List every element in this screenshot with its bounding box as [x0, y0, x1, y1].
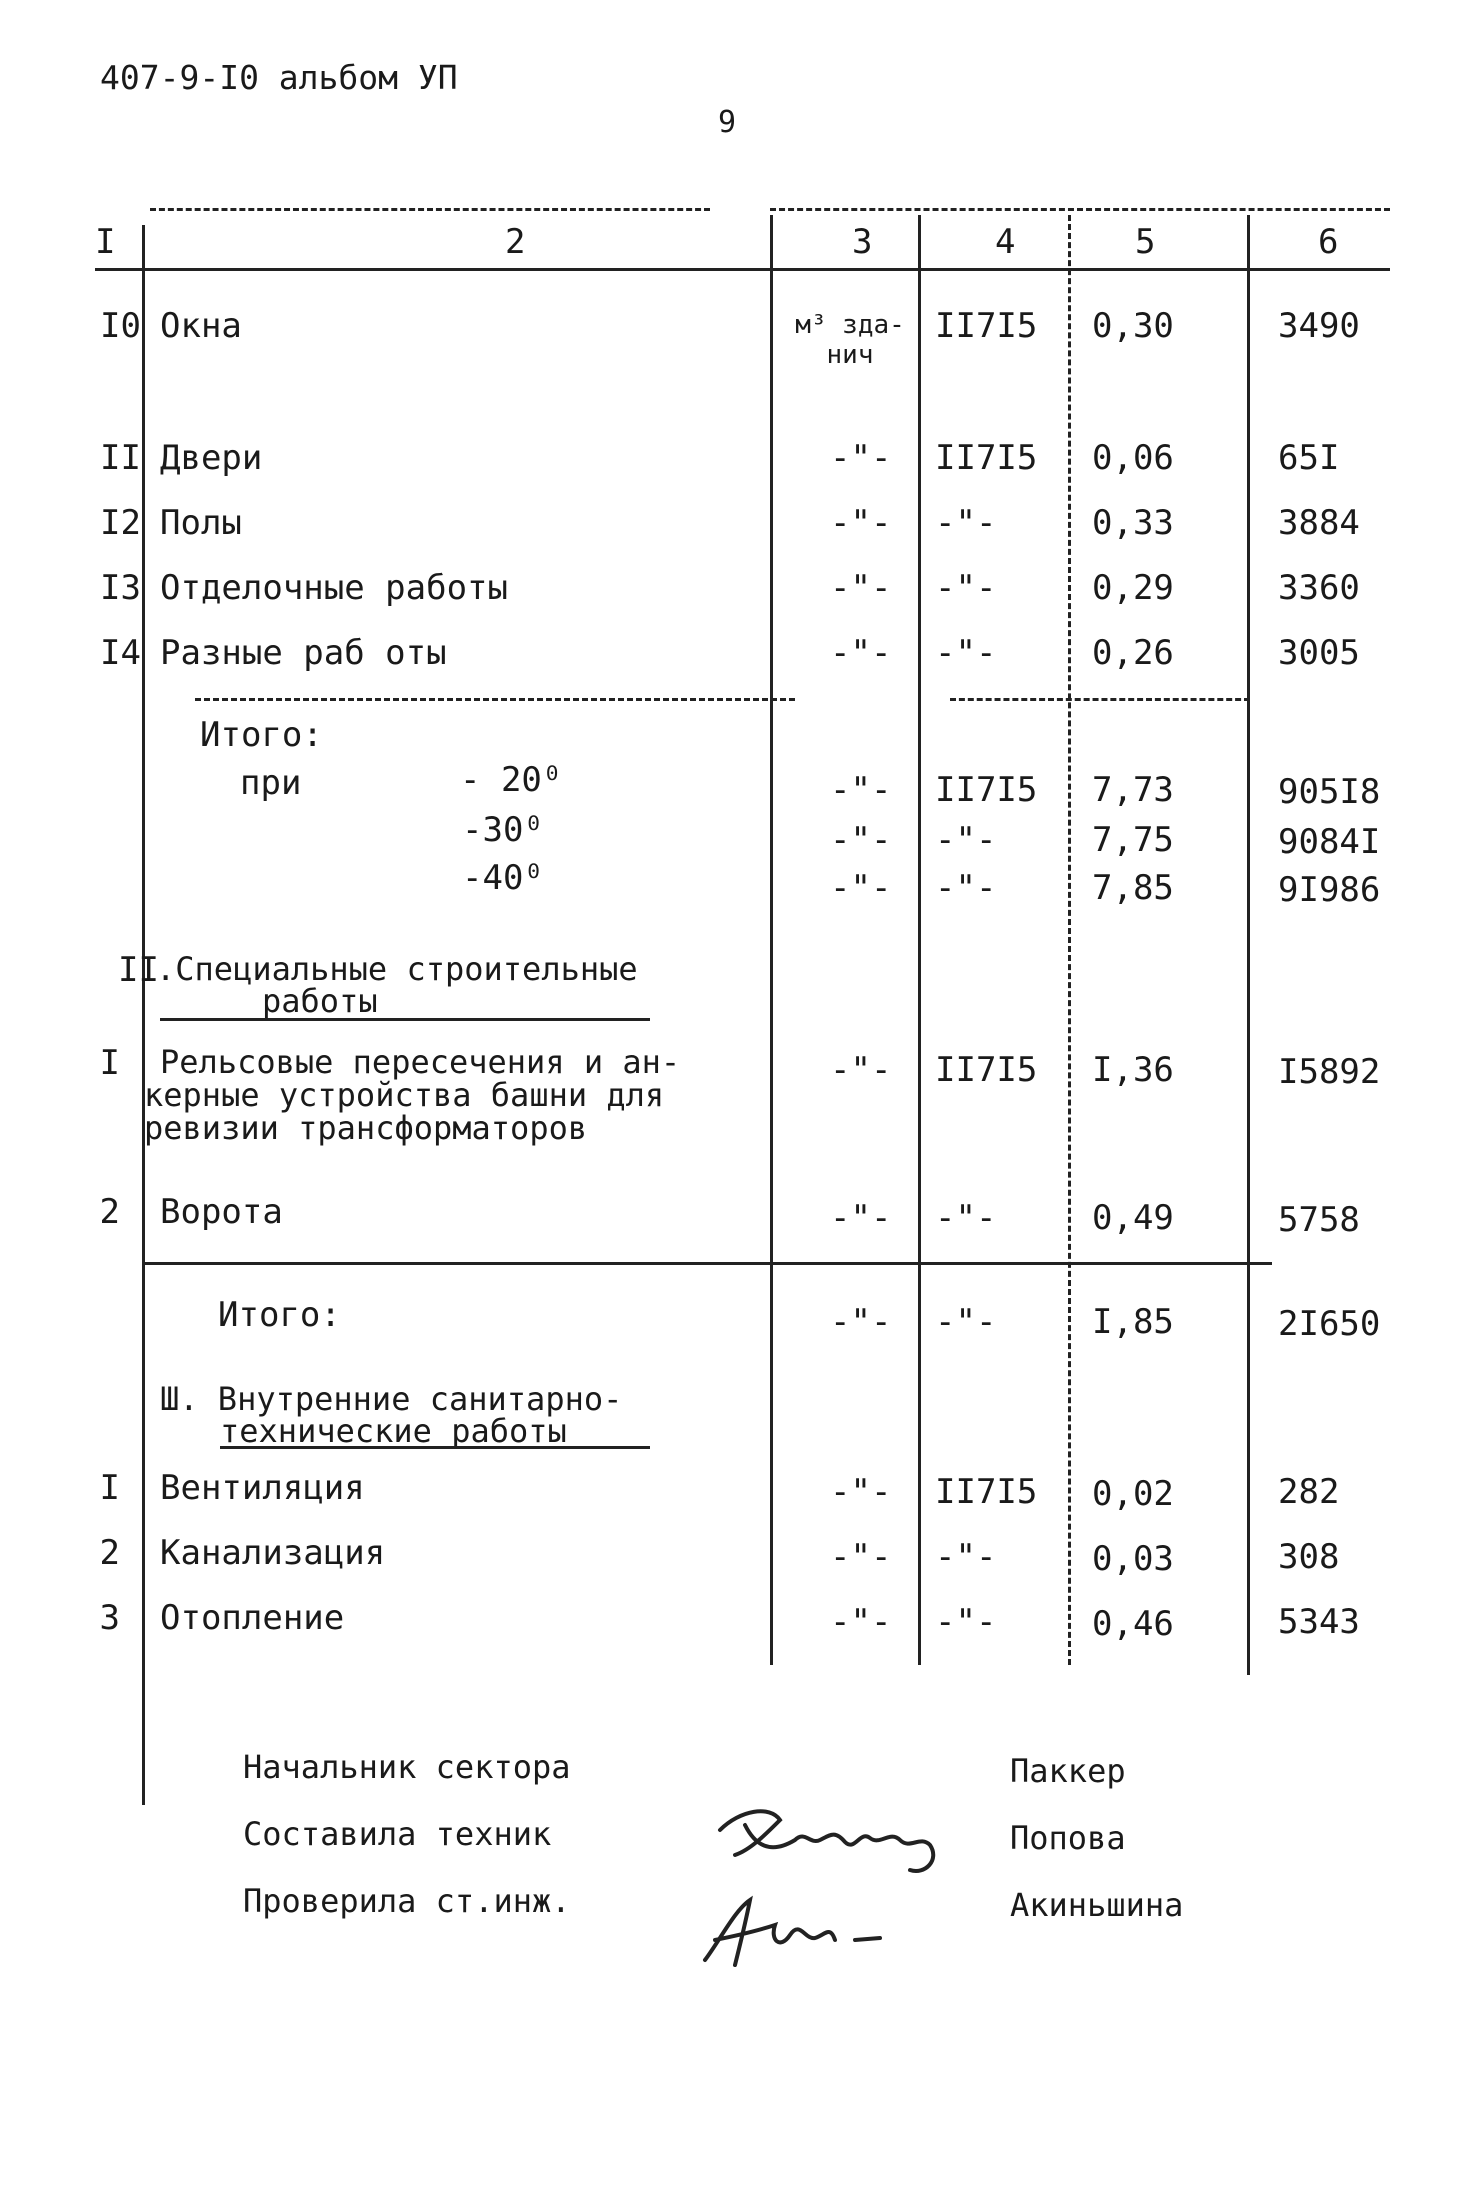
- row-value: 7,73: [1092, 770, 1174, 810]
- row-unit: -"-: [830, 820, 892, 860]
- row-unit: -"-: [830, 1472, 892, 1512]
- signature-role: Начальник сектора: [243, 1748, 571, 1786]
- row-unit: -"-: [830, 1602, 892, 1642]
- row-unit: -"-: [830, 1302, 892, 1342]
- row-number: 2: [99, 1533, 120, 1573]
- row-total: 282: [1278, 1472, 1340, 1512]
- row-value: 0,49: [1092, 1198, 1174, 1238]
- row-unit: -"-: [830, 633, 892, 673]
- row-code: II7I5: [935, 1472, 1038, 1512]
- row-name: Разные раб оты: [160, 633, 447, 673]
- row-value: 0,30: [1092, 306, 1174, 346]
- row-total: 2I650: [1278, 1304, 1381, 1344]
- row-total: 65I: [1278, 438, 1340, 478]
- row-number: I: [99, 1043, 120, 1083]
- col-header-6: 6: [1318, 222, 1339, 262]
- row-code: -"-: [935, 1537, 997, 1577]
- row-number: I3: [100, 568, 141, 608]
- signature-name: Паккер: [1010, 1752, 1126, 1790]
- row-total: 9084I: [1278, 822, 1381, 862]
- row-value: I,36: [1092, 1050, 1174, 1090]
- row-code: -"-: [935, 1198, 997, 1238]
- signature-name: Акиньшина: [1010, 1886, 1184, 1924]
- row-total: 3005: [1278, 633, 1360, 673]
- row-name: Отопление: [160, 1598, 345, 1638]
- row-unit: м³ зда-нич: [795, 310, 905, 370]
- row-unit: -"-: [830, 1198, 892, 1238]
- row-value: I,85: [1092, 1302, 1174, 1342]
- row-number: I4: [100, 633, 141, 673]
- section-title: работы: [262, 982, 378, 1020]
- row-unit: -"-: [830, 438, 892, 478]
- row-value: 7,75: [1092, 820, 1174, 860]
- row-name: Двери: [160, 438, 263, 478]
- row-name: Отделочные работы: [160, 568, 508, 608]
- row-number: I: [99, 1468, 120, 1508]
- row-code: -"-: [935, 1602, 997, 1642]
- document-code: 407-9-I0 альбом УП: [100, 58, 458, 97]
- row-code: -"-: [935, 868, 997, 908]
- row-value: 0,26: [1092, 633, 1174, 673]
- row-unit: -"-: [830, 1050, 892, 1090]
- handwritten-signature-icon: [690, 1880, 890, 1980]
- row-number: 2: [99, 1192, 120, 1232]
- row-unit: -"-: [830, 1537, 892, 1577]
- row-value: 7,85: [1092, 868, 1174, 908]
- row-total: 3884: [1278, 503, 1360, 543]
- row-number: I2: [100, 503, 141, 543]
- handwritten-signature-icon: [710, 1790, 960, 1880]
- row-code: II7I5: [935, 306, 1038, 346]
- col-header-3: 3: [852, 222, 873, 262]
- row-name: ревизии трансформаторов: [144, 1109, 588, 1147]
- row-total: I5892: [1278, 1052, 1381, 1092]
- row-code: -"-: [935, 820, 997, 860]
- row-name: Окна: [160, 306, 242, 346]
- row-unit: -"-: [830, 868, 892, 908]
- signature-role: Составила техник: [243, 1815, 552, 1853]
- page-number: 9: [718, 105, 737, 140]
- row-value: 0,46: [1092, 1604, 1174, 1644]
- row-code: -"-: [935, 568, 997, 608]
- row-unit: -"-: [830, 503, 892, 543]
- row-code: -"-: [935, 503, 997, 543]
- subtotal-label: Итого:: [218, 1295, 341, 1335]
- row-total: 5343: [1278, 1602, 1360, 1642]
- row-total: 3490: [1278, 306, 1360, 346]
- row-code: II7I5: [935, 770, 1038, 810]
- row-unit: -"-: [830, 568, 892, 608]
- row-number: I0: [100, 306, 141, 346]
- temperature: - 20⁰: [460, 760, 563, 800]
- row-number: II: [100, 438, 141, 478]
- col-header-4: 4: [995, 222, 1016, 262]
- subtotal-label: Итого:: [200, 715, 323, 755]
- row-name: Рельсовые пересечения и ан-: [160, 1043, 681, 1081]
- temperature: -40⁰: [462, 858, 544, 898]
- row-name: Вентиляция: [160, 1468, 365, 1508]
- section-title: Ш. Внутренние санитарно-: [160, 1380, 623, 1418]
- row-name: Ворота: [160, 1192, 283, 1232]
- row-total: 9I986: [1278, 870, 1381, 910]
- row-unit: -"-: [830, 770, 892, 810]
- row-total: 5758: [1278, 1200, 1360, 1240]
- row-number: 3: [99, 1598, 120, 1638]
- row-code: -"-: [935, 633, 997, 673]
- temperature: -30⁰: [462, 810, 544, 850]
- section-number: II: [118, 950, 159, 990]
- signature-role: Проверила ст.инж.: [243, 1882, 571, 1920]
- row-code: -"-: [935, 1302, 997, 1342]
- row-value: 0,29: [1092, 568, 1174, 608]
- row-name: Полы: [160, 503, 242, 543]
- row-name: Канализация: [160, 1533, 386, 1573]
- row-name: керные устройства башни для: [144, 1076, 665, 1114]
- signature-name: Попова: [1010, 1819, 1126, 1857]
- row-value: 0,02: [1092, 1474, 1174, 1514]
- row-value: 0,06: [1092, 438, 1174, 478]
- section-title: .Специальные строительные: [156, 950, 638, 988]
- section-title: технические работы: [220, 1412, 567, 1450]
- row-total: 905I8: [1278, 772, 1381, 812]
- col-header-1: I: [95, 222, 116, 262]
- row-value: 0,03: [1092, 1539, 1174, 1579]
- subtotal-prefix: при: [240, 763, 302, 803]
- row-value: 0,33: [1092, 503, 1174, 543]
- col-header-5: 5: [1135, 222, 1156, 262]
- row-total: 308: [1278, 1537, 1340, 1577]
- row-total: 3360: [1278, 568, 1360, 608]
- row-code: II7I5: [935, 438, 1038, 478]
- row-code: II7I5: [935, 1050, 1038, 1090]
- col-header-2: 2: [505, 222, 526, 262]
